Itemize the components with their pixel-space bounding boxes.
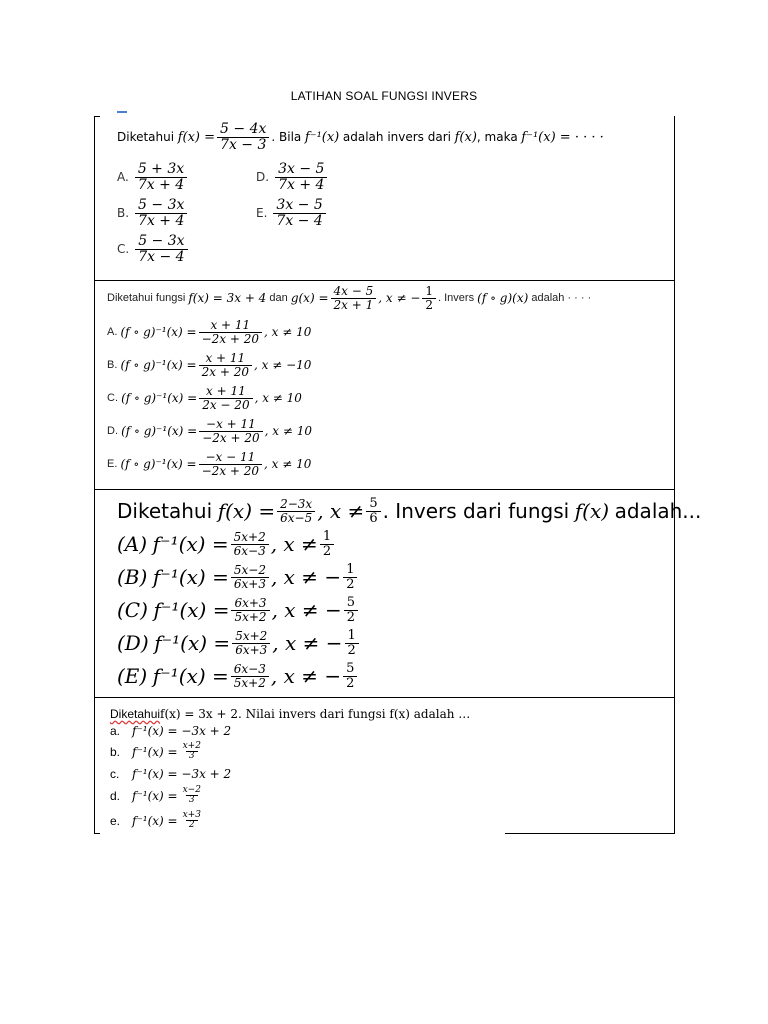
option-e[interactable]: (E) f⁻¹(x) = $\frac{6x-3}{5x+2}$ , x ≠ − $\frac{5}{2}$ [117, 662, 359, 690]
fraction: $\frac{5 - 4x}{7x - 3}$ [217, 122, 269, 152]
option-d[interactable]: D. $\frac{3x - 5}{7x + 4}$ [256, 162, 329, 192]
option-a[interactable]: a. f⁻¹(x) = −3x + 2 [110, 724, 232, 738]
separator-q1-q2 [94, 280, 675, 281]
separator-q2-q3 [94, 489, 675, 490]
frame-bottom-tick [94, 833, 100, 834]
option-d[interactable]: D. (f ∘ g)⁻¹(x) = $\frac{-x + 11}{-2x + 20}$ , x ≠ 10 [107, 417, 312, 445]
option-a[interactable]: A. (f ∘ g)⁻¹(x) = $\frac{x + 11}{-2x + 20}$ , x ≠ 10 [107, 318, 312, 346]
question-2-stem: Diketahui fungsi f(x) = 3x + 4 dan g(x) = $\frac{4x - 5}{2x + 1}$ , x ≠ − $\frac{1}{2}$ . Invers (f ∘ g)(x) adalah · · · · [107, 284, 592, 312]
frame-right-border [674, 116, 675, 834]
question-3-stem: Diketahui f(x) = $\frac{2-3x}{6x-5}$ , x ≠ $\frac{5}{6}$ . Invers dari fungsi f(x) adalah... [117, 496, 702, 526]
separator-q3-q4 [94, 697, 675, 698]
question-4-stem: Diketahui f(x) = 3x + 2. Nilai invers dari fungsi f(x) adalah … [110, 707, 471, 721]
cursor-mark [117, 111, 127, 113]
question-1-stem: Diketahui f(x) = $\frac{5 - 4x}{7x - 3}$ . Bila f⁻¹(x) adalah invers dari f(x) , maka f⁻¹(x) = · · · · [117, 121, 604, 153]
option-a[interactable]: (A) f⁻¹(x) = $\frac{5x+2}{6x-3}$ , x ≠ $\frac{1}{2}$ [117, 530, 336, 558]
option-c[interactable]: C. $\frac{5 - 3x}{7x - 4}$ [117, 234, 190, 264]
option-b[interactable]: B. $\frac{5 - 3x}{7x + 4}$ [117, 198, 189, 228]
option-a[interactable]: A. $\frac{5 + 3x}{7x + 4}$ [117, 162, 189, 192]
option-c[interactable]: C. (f ∘ g)⁻¹(x) = $\frac{x + 11}{2x - 20}$ , x ≠ 10 [107, 384, 302, 412]
option-b[interactable]: B. (f ∘ g)⁻¹(x) = $\frac{x + 11}{2x + 20}$ , x ≠ −10 [107, 351, 312, 379]
frame-left-border [94, 116, 95, 834]
frame-top-tick [94, 116, 100, 117]
page-title: LATIHAN SOAL FUNGSI INVERS [290, 89, 478, 103]
option-d[interactable]: d. f⁻¹(x) = $\frac{x-2}{3}$ [110, 785, 201, 806]
option-c[interactable]: (C) f⁻¹(x) = $\frac{6x+3}{5x+2}$ , x ≠ − $\frac{5}{2}$ [117, 596, 360, 624]
option-d[interactable]: (D) f⁻¹(x) = $\frac{5x+2}{6x+3}$ , x ≠ − $\frac{1}{2}$ [117, 629, 361, 657]
option-c[interactable]: c. f⁻¹(x) = −3x + 2 [110, 767, 232, 781]
option-e[interactable]: E. (f ∘ g)⁻¹(x) = $\frac{-x - 11}{-2x + 20}$ , x ≠ 10 [107, 450, 312, 478]
option-e[interactable]: E. $\frac{3x - 5}{7x - 4}$ [256, 198, 328, 228]
option-b[interactable]: b. f⁻¹(x) = $\frac{x+2}{3}$ [110, 741, 201, 762]
option-b[interactable]: (B) f⁻¹(x) = $\frac{5x-2}{6x+3}$ , x ≠ − $\frac{1}{2}$ [117, 563, 359, 591]
frame-bottom-line [505, 833, 675, 834]
spellcheck-word: Diketahui [110, 707, 161, 721]
option-e[interactable]: e. f⁻¹(x) = $\frac{x+3}{2}$ [110, 810, 201, 831]
